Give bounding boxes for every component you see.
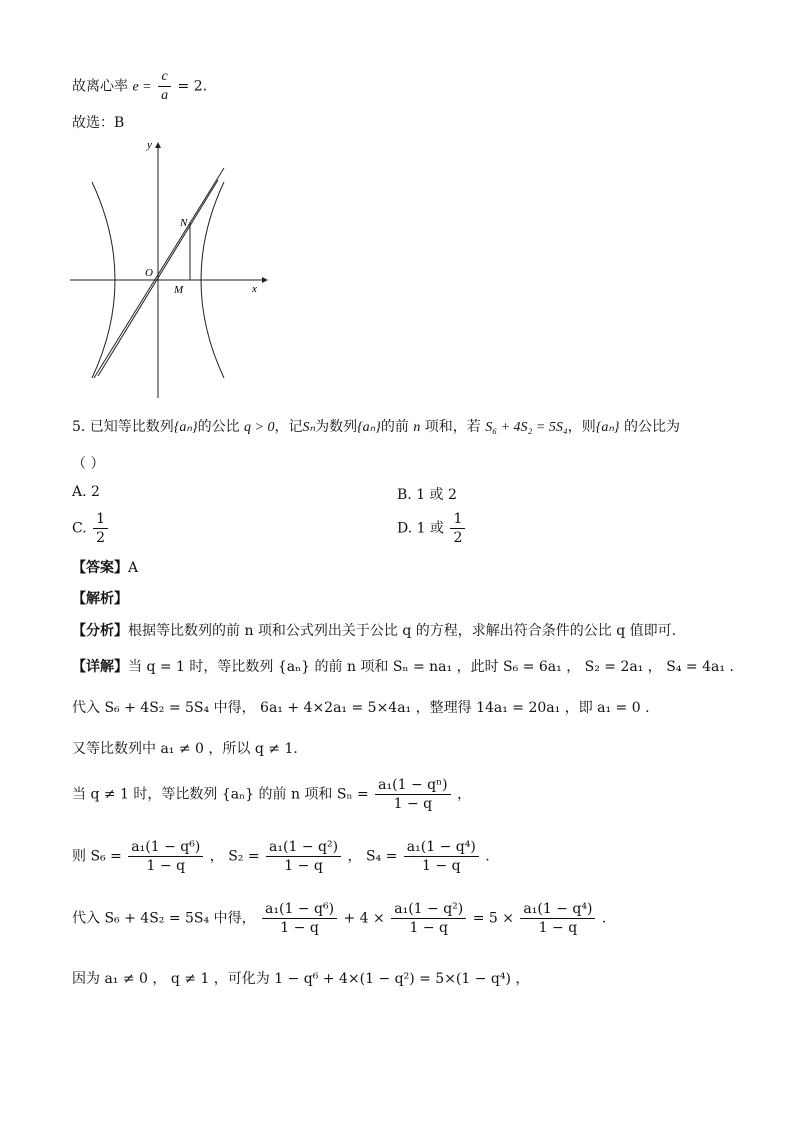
question-text: ，则: [567, 419, 596, 435]
analysis-tag: 【解析】: [72, 591, 128, 607]
question-text: 5. 已知等比数列: [72, 419, 174, 435]
then-end: .: [485, 848, 490, 865]
y-axis-arrow: [155, 142, 161, 148]
fenxi-tag: 【分析】: [72, 623, 128, 639]
substitution-line-1: 代入 S₆ + 4S₂ = 5S₄ 中得， 6a₁ + 4×2a₁ = 5×4a₁ ，整理得 14a₁ = 20a₁ ，即 a₁ = 0 .: [72, 700, 650, 716]
eccentricity-line: [72, 68, 207, 105]
s6-fraction: [128, 838, 203, 875]
nonzero-line: 又等比数列中 a₁ ≠ 0 ，所以 q ≠ 1.: [72, 741, 298, 757]
option-c-label: C.: [72, 520, 87, 537]
fraction-numerator: a₁(1 − qⁿ): [375, 776, 450, 795]
sub2-end: .: [601, 910, 607, 927]
equation: S₆ + 4S₂ = 5S₄: [485, 420, 568, 435]
fraction-denominator: 1 − q: [538, 920, 578, 936]
answer-value: A: [128, 560, 139, 576]
n-symbol: n: [413, 420, 421, 435]
fenxi-text: 根据等比数列的前 n 项和公式列出关于公比 q 的方程，求解出符合条件的公比 q 值即可.: [128, 623, 677, 639]
fraction-numerator: a₁(1 − q²): [391, 900, 466, 919]
fraction-denominator: a: [161, 88, 169, 103]
fraction-numerator: a₁(1 − q⁴): [520, 900, 595, 919]
question-text: 的公比: [197, 419, 240, 435]
label-o: O: [145, 267, 153, 279]
xiangjie-line: [72, 656, 734, 676]
sum-formula-prefix: 当 q ≠ 1 时，等比数列 {aₙ} 的前 n 项和 Sₙ =: [72, 786, 369, 803]
answer-paren: （ ）: [72, 456, 105, 472]
question-text: 为数列: [315, 419, 358, 435]
sum-fraction: [375, 776, 450, 813]
fraction-numerator: 1: [93, 510, 108, 529]
question-5: [72, 416, 680, 436]
fraction-denominator: 1 − q: [393, 796, 433, 812]
option-c-fraction: [93, 510, 108, 547]
fraction-denominator: 1 − q: [284, 858, 323, 874]
fraction-numerator: 1: [450, 510, 465, 529]
eccentricity-lhs: e =: [132, 79, 152, 95]
fraction-denominator: 2: [96, 530, 106, 546]
question-text: ，记: [274, 419, 303, 435]
sn-symbol: Sₙ: [302, 420, 316, 435]
s2-fraction: [266, 838, 341, 875]
fraction-numerator: a₁(1 − q⁶): [128, 838, 203, 857]
s4-fraction: [404, 838, 479, 875]
xiangjie-text: 当 q = 1 时，等比数列 {aₙ} 的前 n 项和 Sₙ = na₁ ，此时 S₆ = 6a₁ ， S₂ = 2a₁ ， S₄ = 4a₁ .: [128, 659, 734, 675]
answer-tag: 【答案】: [72, 560, 128, 576]
hyperbola-graph: [68, 140, 268, 402]
sequence-symbol: {aₙ}: [173, 420, 198, 435]
fenxi-line: [72, 620, 676, 640]
sum-formula-line: [72, 776, 471, 813]
option-b: B. 1 或 2: [397, 487, 457, 503]
question-text: 的公比为: [623, 419, 680, 435]
s2-prefix: ， S₂ =: [209, 848, 260, 865]
line-through-origin: [94, 168, 224, 378]
fraction-denominator: 1 − q: [422, 858, 461, 874]
answer-line: [72, 557, 138, 577]
choose-line: 故选：B: [72, 115, 125, 131]
sub2-prefix: 代入 S₆ + 4S₂ = 5S₄ 中得，: [72, 910, 256, 927]
option-d-label: D. 1 或: [397, 520, 444, 537]
condition: q > 0: [244, 420, 275, 435]
fraction-denominator: 2: [453, 530, 463, 546]
eccentricity-rhs: = 2.: [177, 78, 208, 95]
fraction-numerator: a₁(1 − q²): [266, 838, 341, 857]
label-y: y: [147, 140, 152, 151]
option-d: [397, 510, 467, 547]
sequence-symbol: {aₙ}: [357, 420, 381, 435]
fraction-numerator: c: [158, 68, 171, 87]
s6-prefix: 则 S₆ =: [72, 848, 122, 865]
xiangjie-tag: 【详解】: [72, 659, 128, 675]
x-axis-arrow: [262, 277, 268, 283]
sequence-symbol: {aₙ}: [595, 420, 620, 435]
then-line: [72, 838, 490, 875]
fraction-denominator: 1 − q: [280, 920, 319, 936]
fraction-numerator: a₁(1 − q⁶): [262, 900, 337, 919]
option-a: A. 2: [72, 484, 100, 500]
sub2-fraction-1: [262, 900, 337, 937]
sub2-fraction-2: [391, 900, 466, 937]
label-x: x: [252, 283, 257, 295]
substitution-line-2: [72, 900, 606, 937]
eccentricity-fraction: [158, 68, 171, 105]
sum-formula-suffix: ，: [457, 786, 472, 803]
sub2-fraction-3: [520, 900, 595, 937]
label-n: N: [180, 217, 188, 229]
final-line: 因为 a₁ ≠ 0 ， q ≠ 1 ，可化为 1 − q⁶ + 4×(1 − q²) = 5×(1 − q⁴) ，: [72, 971, 530, 987]
question-text: 项和，若: [424, 419, 481, 435]
question-text: 的前: [380, 419, 409, 435]
sub2-equals: = 5 ×: [472, 910, 514, 927]
s4-prefix: ， S₄ =: [347, 848, 398, 865]
label-m: M: [174, 284, 184, 296]
fraction-denominator: 1 − q: [146, 858, 186, 874]
fraction-denominator: 1 − q: [409, 920, 448, 936]
option-c: [72, 510, 110, 547]
eccentricity-prefix: 故离心率: [72, 78, 128, 95]
sub2-plus: + 4 ×: [343, 910, 385, 927]
option-d-fraction: [450, 510, 465, 547]
fraction-numerator: a₁(1 − q⁴): [404, 838, 479, 857]
